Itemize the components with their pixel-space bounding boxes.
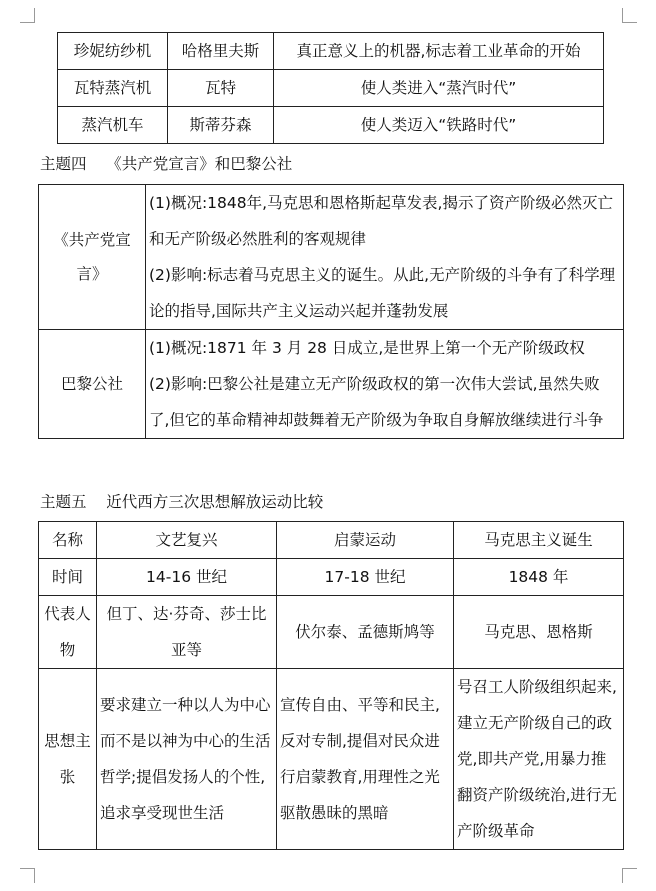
commune-text: (1)概况:1871 年 3 月 28 日成立,是世界上第一个无产阶级政权 (2)影响:巴黎公社是建立无产阶级政权的第一次伟大尝试,虽然失败了,但它的革命精神却鼓舞着无产阶级为争取自身解放继续进行斗争 <box>146 330 624 439</box>
crop-mark-top-left <box>20 8 35 23</box>
time-cell: 1848 年 <box>454 559 624 596</box>
reps-cell: 马克思、恩格斯 <box>454 596 624 669</box>
reps-cell: 伏尔泰、孟德斯鸠等 <box>277 596 454 669</box>
manifesto-commune-table <box>38 184 624 439</box>
table-row <box>39 522 624 559</box>
table-row <box>58 33 604 70</box>
inventor-cell: 斯蒂芬森 <box>168 107 274 144</box>
header-cell: 马克思主义诞生 <box>454 522 624 559</box>
crop-mark-top-right <box>622 8 637 23</box>
industrial-inventions-table <box>57 32 604 144</box>
inventor-cell: 瓦特 <box>168 70 274 107</box>
manifesto-text: (1)概况:1848年,马克思和恩格斯起草发表,揭示了资产阶级必然灭亡和无产阶级必然胜利的客观规律 (2)影响:标志着马克思主义的诞生。从此,无产阶级的斗争有了科学理论的指导,国际共产主义运动兴起并蓬勃发展 <box>146 185 624 330</box>
table-row <box>39 559 624 596</box>
table-row <box>58 70 604 107</box>
ideas-cell: 号召工人阶级组织起来,建立无产阶级自己的政党,即共产党,用暴力推翻资产阶级统治,进行无产阶级革命 <box>454 669 624 850</box>
ideas-label: 思想主张 <box>39 669 97 850</box>
table-row <box>39 596 624 669</box>
invention-cell: 瓦特蒸汽机 <box>58 70 168 107</box>
table-row <box>39 185 624 330</box>
table-row <box>39 669 624 850</box>
reps-label: 代表人物 <box>39 596 97 669</box>
crop-mark-bottom-left <box>20 868 35 883</box>
significance-cell: 使人类迈入“铁路时代” <box>274 107 604 144</box>
enlightenment-comparison-table <box>38 521 624 850</box>
invention-cell: 蒸汽机车 <box>58 107 168 144</box>
commune-label: 巴黎公社 <box>39 330 146 439</box>
significance-cell: 使人类进入“蒸汽时代” <box>274 70 604 107</box>
reps-cell: 但丁、达·芬奇、莎士比亚等 <box>97 596 277 669</box>
time-cell: 17-18 世纪 <box>277 559 454 596</box>
time-cell: 14-16 世纪 <box>97 559 277 596</box>
crop-mark-bottom-right <box>622 868 637 883</box>
header-cell: 启蒙运动 <box>277 522 454 559</box>
time-label: 时间 <box>39 559 97 596</box>
header-cell: 名称 <box>39 522 97 559</box>
significance-cell: 真正意义上的机器,标志着工业革命的开始 <box>274 33 604 70</box>
inventor-cell: 哈格里夫斯 <box>168 33 274 70</box>
invention-cell: 珍妮纺纱机 <box>58 33 168 70</box>
header-cell: 文艺复兴 <box>97 522 277 559</box>
table-row <box>58 107 604 144</box>
ideas-cell: 要求建立一种以人为中心而不是以神为中心的生活哲学;提倡发扬人的个性,追求享受现世生活 <box>97 669 277 850</box>
table-row <box>39 330 624 439</box>
topic4-heading: 主题四 《共产党宣言》和巴黎公社 <box>40 155 293 173</box>
manifesto-label: 《共产党宣言》 <box>39 185 146 330</box>
topic5-heading: 主题五 近代西方三次思想解放运动比较 <box>40 493 324 511</box>
ideas-cell: 宣传自由、平等和民主,反对专制,提倡对民众进行启蒙教育,用理性之光驱散愚昧的黑暗 <box>277 669 454 850</box>
